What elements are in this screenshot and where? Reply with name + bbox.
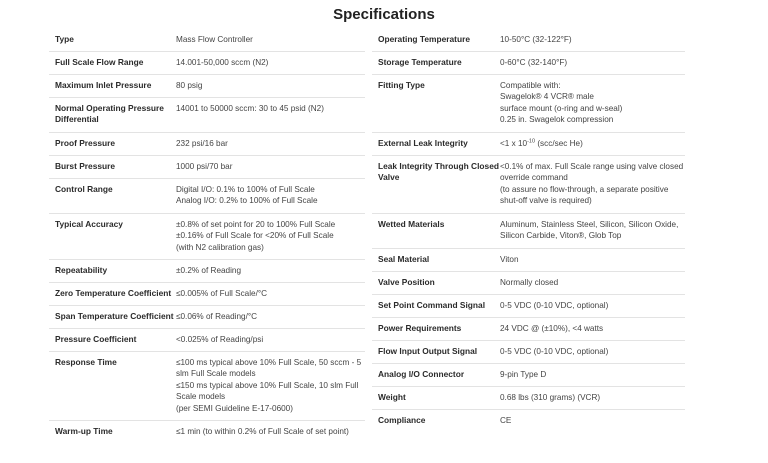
spec-value: 14.001-50,000 sccm (N2) [176,58,269,67]
spec-value: 0-60°C (32-140°F) [500,58,568,67]
spec-value: 9-pin Type D [500,370,547,379]
spec-label: Type [55,34,74,44]
spec-row-proof-pressure [49,133,365,156]
leak-value-suffix: (scc/sec He) [535,139,583,148]
spec-row-valve-position [372,272,685,295]
spec-label: Flow Input Output Signal [378,346,478,356]
spec-row-response-time [49,352,365,421]
spec-row-compliance [372,410,685,433]
spec-value: Aluminum, Stainless Steel, Silicon, Silicon Oxide, Silicon Carbide, Viton®, Glob Top [500,220,679,241]
spec-value: CE [500,416,512,425]
spec-label: Proof Pressure [55,138,116,148]
spec-row-wetted-materials [372,214,685,249]
spec-label: Control Range [55,184,113,194]
spec-label: Seal Material [378,254,430,264]
spec-value: 80 psig [176,81,203,90]
spec-value: 14001 to 50000 sccm: 30 to 45 psid (N2) [176,104,324,113]
spec-value: Mass Flow Controller [176,35,253,44]
spec-label: Typical Accuracy [55,219,123,229]
spec-label: Fitting Type [378,80,425,90]
spec-label: Zero Temperature Coefficient [55,288,172,298]
spec-label: Set Point Command Signal [378,300,486,310]
spec-label: Pressure Coefficient [55,334,137,344]
spec-value: <0.025% of Reading/psi [176,335,264,344]
spec-label: Power Requirements [378,323,462,333]
spec-row-flow-range [49,52,365,75]
spec-value: ±0.8% of set point for 20 to 100% Full Scale ±0.16% of Full Scale for <20% of Full Scale (with N2 calibration gas) [176,220,336,252]
spec-value: 10-50°C (32-122°F) [500,35,572,44]
leak-value-prefix: <1 x 10 [500,139,528,148]
spec-value: Digital I/O: 0.1% to 100% of Full Scale Analog I/O: 0.2% to 100% of Full Scale [176,185,318,206]
spec-value: 0-5 VDC (0-10 VDC, optional) [500,301,609,310]
specs-right-column [372,29,685,433]
spec-row-seal-material [372,249,685,272]
spec-row-flow-input-output-signal [372,341,685,364]
spec-row-control-range [49,179,365,214]
spec-label: Wetted Materials [378,219,445,229]
spec-label: Weight [378,392,406,402]
spec-row-operating-pressure [49,98,365,133]
spec-row-power-requirements [372,318,685,341]
spec-row-fitting-type [372,75,685,133]
spec-value: <0.1% of max. Full Scale range using valve closed override command (to assure no flow-through, a separate positive shut-off valve is required) [500,162,684,206]
spec-row-storage-temperature [372,52,685,75]
spec-row-type [49,29,365,52]
spec-row-zero-temp-coefficient [49,283,365,306]
specs-left-column [49,29,365,451]
spec-value: 0-5 VDC (0-10 VDC, optional) [500,347,609,356]
page-title: Specifications [333,6,435,23]
spec-label: Repeatability [55,265,108,275]
spec-row-set-point-command-signal [372,295,685,318]
leak-value-exponent: -10 [527,138,536,145]
spec-label: Maximum Inlet Pressure [55,80,152,90]
spec-row-external-leak-integrity [372,133,685,156]
spec-label: Valve Position [378,277,435,287]
spec-row-span-temp-coefficient [49,306,365,329]
spec-value: Viton [500,255,519,264]
spec-value: ≤0.06% of Reading/°C [176,312,258,321]
spec-row-operating-temperature [372,29,685,52]
spec-row-analog-io-connector [372,364,685,387]
spec-value: 0.68 lbs (310 grams) (VCR) [500,393,601,402]
spec-row-leak-integrity-closed-valve [372,156,685,214]
spec-label: Operating Temperature [378,34,470,44]
spec-value: Compatible with: Swagelok® 4 VCR® male surface mount (o-ring and w-seal) 0.25 in. Swagelok compression [500,81,623,125]
spec-label: Burst Pressure [55,161,116,171]
spec-row-warm-up-time [49,421,365,451]
spec-row-burst-pressure [49,156,365,179]
spec-label: External Leak Integrity [378,138,468,148]
spec-label: Storage Temperature [378,57,462,67]
spec-row-pressure-coefficient [49,329,365,352]
spec-label: Compliance [378,415,426,425]
spec-value: ≤1 min (to within 0.2% of Full Scale of set point) [176,427,349,436]
spec-label: Response Time [55,357,117,367]
spec-row-weight [372,387,685,410]
spec-row-max-inlet-pressure [49,75,365,98]
spec-value [500,138,685,155]
spec-value: ≤100 ms typical above 10% Full Scale, 50 sccm - 5 slm Full Scale models ≤150 ms typical above 10% Full Scale, 10 slm Full Scale models (per SEMI Guideline E-17-0600) [176,358,362,413]
spec-value: ≤0.005% of Full Scale/°C [176,289,268,298]
spec-label: Leak Integrity Through Closed Valve [378,161,499,183]
spec-value: Normally closed [500,278,559,287]
spec-value: ±0.2% of Reading [176,266,242,275]
spec-label: Analog I/O Connector [378,369,465,379]
spec-label: Warm-up Time [55,426,113,436]
spec-value: 1000 psi/70 bar [176,162,233,171]
spec-row-typical-accuracy [49,214,365,260]
spec-row-repeatability [49,260,365,283]
spec-value: 232 psi/16 bar [176,139,228,148]
spec-label: Full Scale Flow Range [55,57,144,67]
spec-label: Normal Operating Pressure Differential [55,103,164,125]
spec-value: 24 VDC @ (±10%), <4 watts [500,324,604,333]
spec-label: Span Temperature Coefficient [55,311,174,321]
